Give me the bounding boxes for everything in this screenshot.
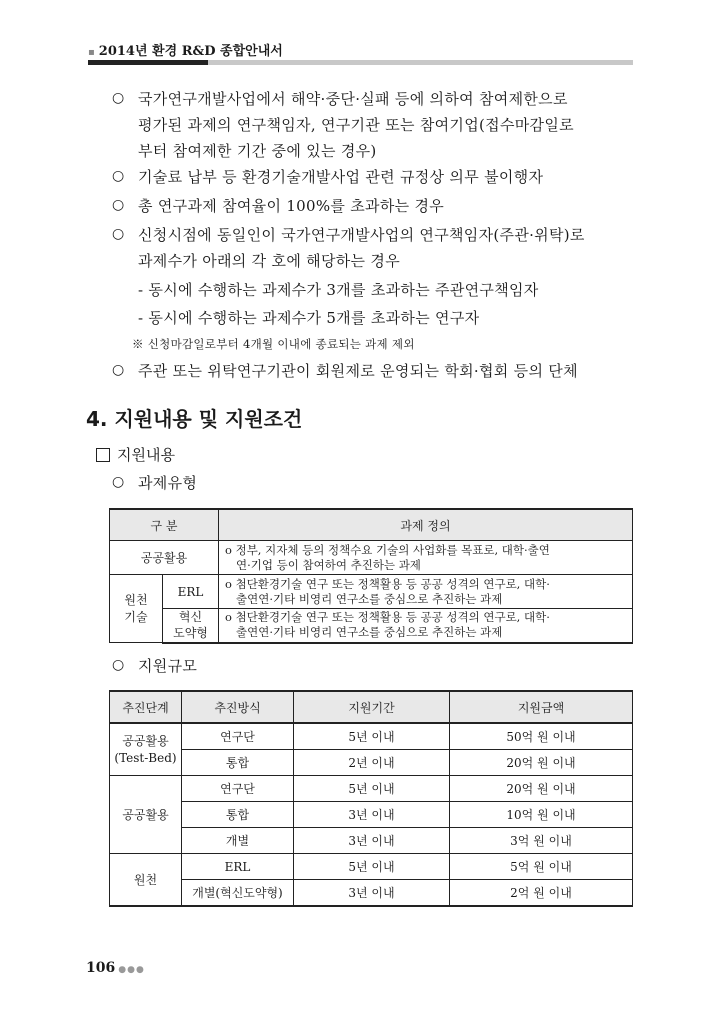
- t1-header-category: 구 분: [110, 509, 219, 541]
- item-d-sub-1: - 동시에 수행하는 과제수가 3개를 초과하는 주관연구책임자: [138, 281, 539, 299]
- bullet-icon: ○: [112, 474, 125, 490]
- t1-def-erl: o 첨단환경기술 연구 또는 정책활용 등 공공 성격의 연구로, 대학· 출연연·기타 비영리 연구소를 중심으로 추진하는 과제: [219, 575, 633, 609]
- subheading-project-type: 과제유형: [138, 474, 198, 492]
- t2-method: 개별: [182, 828, 294, 854]
- header-rule: [88, 60, 633, 65]
- item-a-line-3: 부터 참여제한 기간 중에 있는 경우): [138, 142, 377, 160]
- bullet-icon: ○: [112, 657, 125, 673]
- t2-group-public: 공공활용: [110, 776, 182, 854]
- item-a-line-2: 평가된 과제의 연구책임자, 연구기관 또는 참여기업(접수마감일로: [138, 116, 574, 134]
- checkbox-square-icon: [96, 448, 110, 462]
- t2-period: 5년 이내: [294, 854, 450, 880]
- support-scale-table: [109, 690, 633, 907]
- t2-amount: 20억 원 이내: [450, 750, 633, 776]
- bullet-icon: ○: [112, 168, 125, 184]
- t2-group-testbed: 공공활용 (Test-Bed): [110, 723, 182, 776]
- t2-header-method: 추진방식: [182, 691, 294, 723]
- t1-def-public: o 정부, 지자체 등의 정책수요 기술의 사업화를 목표로, 대학·출연 연·기업 등이 참여하여 추진하는 과제: [219, 541, 633, 575]
- header-mark-icon: ▪: [88, 47, 95, 58]
- item-d-sub-2: - 동시에 수행하는 과제수가 5개를 초과하는 연구자: [138, 309, 480, 327]
- t2-amount: 10억 원 이내: [450, 802, 633, 828]
- t2-header-amount: 지원금액: [450, 691, 633, 723]
- t2-method: ERL: [182, 854, 294, 880]
- t2-period: 3년 이내: [294, 828, 450, 854]
- t2-amount: 2억 원 이내: [450, 880, 633, 907]
- item-c: 총 연구과제 참여율이 100%를 초과하는 경우: [138, 197, 445, 215]
- t2-amount: 20억 원 이내: [450, 776, 633, 802]
- t1-def-innovation: o 첨단환경기술 연구 또는 정책활용 등 공공 성격의 연구로, 대학· 출연연·기타 비영리 연구소를 중심으로 추진하는 과제: [219, 609, 633, 643]
- subheading-support-scale: 지원규모: [138, 657, 198, 675]
- t2-method: 통합: [182, 750, 294, 776]
- t2-method: 연구단: [182, 776, 294, 802]
- page-number: 106: [86, 960, 116, 976]
- t2-method: 개별(혁신도약형): [182, 880, 294, 907]
- t2-period: 3년 이내: [294, 802, 450, 828]
- page-footer: [86, 960, 145, 976]
- bullet-icon: ○: [112, 90, 125, 106]
- item-note: ※ 신청마감일로부터 4개월 이내에 종료되는 과제 제외: [132, 337, 415, 351]
- t1-cell-public: 공공활용: [110, 541, 219, 575]
- t2-period: 2년 이내: [294, 750, 450, 776]
- item-a-line-1: 국가연구개발사업에서 해약·중단·실패 등에 의하여 참여제한으로: [138, 90, 568, 108]
- t2-group-source: 원천: [110, 854, 182, 907]
- project-type-table: [109, 508, 633, 644]
- bullet-icon: ○: [112, 197, 125, 213]
- bullet-icon: ○: [112, 362, 125, 378]
- t2-method: 통합: [182, 802, 294, 828]
- t2-period: 3년 이내: [294, 880, 450, 907]
- t2-period: 5년 이내: [294, 723, 450, 750]
- section-title: 4. 지원내용 및 지원조건: [86, 407, 303, 431]
- t2-amount: 3억 원 이내: [450, 828, 633, 854]
- t2-period: 5년 이내: [294, 776, 450, 802]
- item-e: 주관 또는 위탁연구기관이 회원제로 운영되는 학회·협회 등의 단체: [138, 362, 578, 380]
- t2-amount: 50억 원 이내: [450, 723, 633, 750]
- item-d-line-1: 신청시점에 동일인이 국가연구개발사업의 연구책임자(주관·위탁)로: [138, 226, 585, 244]
- header-title: 2014년 환경 R&D 종합안내서: [98, 44, 283, 59]
- subheading-support-content: 지원내용: [117, 446, 175, 464]
- item-d-line-2: 과제수가 아래의 각 호에 해당하는 경우: [138, 252, 400, 270]
- t1-header-definition: 과제 정의: [219, 509, 633, 541]
- t1-cell-source-tech: 원천 기술: [110, 575, 163, 643]
- t1-cell-innovation: 혁신 도약형: [163, 609, 219, 643]
- t2-method: 연구단: [182, 723, 294, 750]
- t1-cell-erl: ERL: [163, 575, 219, 609]
- footer-dots-icon: ●●●: [118, 965, 145, 975]
- bullet-icon: ○: [112, 226, 125, 242]
- t2-header-stage: 추진단계: [110, 691, 182, 723]
- t2-header-period: 지원기간: [294, 691, 450, 723]
- t2-amount: 5억 원 이내: [450, 854, 633, 880]
- running-header: [88, 40, 283, 59]
- item-b: 기술료 납부 등 환경기술개발사업 관련 규정상 의무 불이행자: [138, 168, 544, 186]
